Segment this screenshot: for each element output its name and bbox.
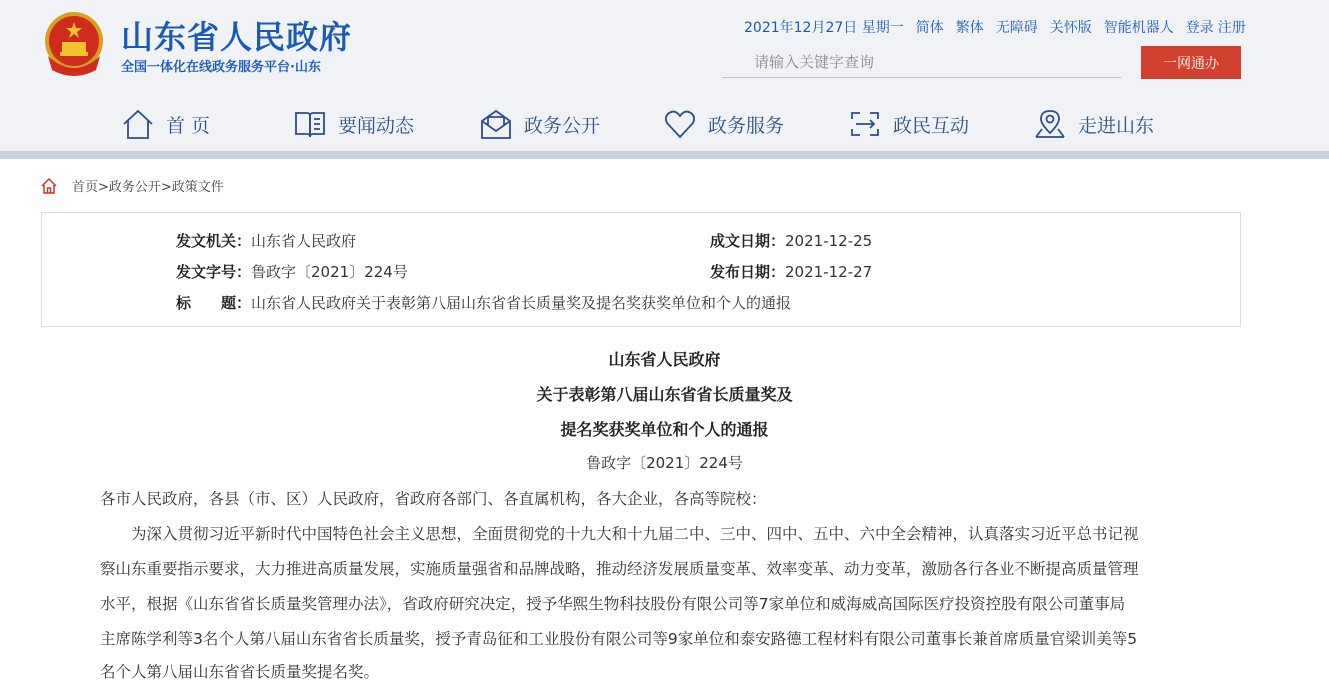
publish-row — [710, 261, 872, 282]
document-info-box — [41, 212, 1241, 327]
doc-heading-2: 关于表彰第八届山东省省长质量奖及 — [536, 385, 793, 404]
doc-body-line: 名个人第八届山东省省长质量奖提名奖。 — [100, 663, 380, 681]
doc-body-line: 主席陈学利等3名个人第八届山东省省长质量奖，授予青岛征和工业股份有限公司等9家单位和泰安路德工程材料有限公司董事长兼首席质量官梁训美等5 — [100, 630, 1138, 648]
link-care-version[interactable]: 关怀版 — [1049, 20, 1092, 36]
nav-label: 要闻动态 — [338, 114, 415, 137]
publish-value: 2021-12-27 — [785, 263, 873, 281]
doc-body-line: 水平，根据《山东省省长质量奖管理办法》，省政府研究决定，授予华熙生物科技股份有限公司等7家单位和威海威高国际医疗投资控股有限公司董事局 — [100, 595, 1126, 613]
nav-label: 政务服务 — [708, 114, 785, 137]
link-traditional[interactable]: 繁体 — [955, 20, 984, 36]
title-row — [176, 292, 791, 313]
doc-body-line: 为深入贯彻习近平新时代中国特色社会主义思想，全面贯彻党的十九大和十九届二中、三中、四中、五中、六中全会精神，认真落实习近平总书记视 — [100, 525, 1139, 543]
nav-label: 政民互动 — [893, 114, 970, 137]
doc-no-label: 发文字号： — [176, 263, 252, 281]
nav-label: 走进山东 — [1078, 114, 1155, 137]
doc-no-value: 鲁政字〔2021〕224号 — [251, 263, 408, 281]
home-icon — [121, 107, 155, 141]
search-input[interactable] — [722, 46, 1121, 78]
nav-government-affairs[interactable] — [479, 102, 600, 146]
date-text: 2021年12月27日 星期一 — [744, 20, 904, 36]
breadcrumb — [40, 176, 224, 195]
national-emblem-icon — [42, 10, 106, 76]
publish-label: 发布日期： — [710, 263, 786, 281]
nav-services[interactable] — [663, 102, 784, 146]
nav-home[interactable] — [121, 102, 210, 146]
link-accessibility[interactable]: 无障碍 — [995, 20, 1038, 36]
site-subtitle[interactable]: 全国一体化在线政务服务平台·山东 — [121, 60, 321, 75]
doc-body-line: 察山东重要指示要求，大力推进高质量发展，实施质量强省和品牌战略，推动经济发展质量变革、效率变革、动力变革，激励各行各业不断提高质量管理 — [100, 560, 1139, 578]
register-link[interactable]: 注册 — [1217, 20, 1246, 36]
issuer-row — [176, 230, 356, 251]
date-row — [710, 230, 872, 251]
date-label: 成文日期： — [710, 232, 786, 250]
heart-icon — [663, 107, 697, 141]
book-icon — [293, 107, 327, 141]
issuer-value: 山东省人民政府 — [251, 232, 357, 250]
location-icon — [1033, 107, 1067, 141]
nav-shandong[interactable] — [1033, 102, 1154, 146]
mail-icon — [479, 107, 513, 141]
nav-label: 首 页 — [166, 114, 211, 137]
date-value: 2021-12-25 — [785, 232, 873, 250]
doc-salutation: 各市人民政府，各县（市、区）人民政府，省政府各部门、各直属机构，各大企业，各高等院校： — [100, 490, 767, 508]
nav-label: 政务公开 — [524, 114, 601, 137]
link-robot[interactable]: 智能机器人 — [1103, 20, 1174, 36]
site-header — [0, 0, 1329, 153]
home-icon[interactable] — [40, 177, 58, 195]
doc-no-row — [176, 261, 408, 282]
main-nav — [0, 102, 1329, 146]
interact-icon — [848, 107, 882, 141]
doc-heading-3: 提名奖获奖单位和个人的通报 — [560, 420, 769, 439]
doc-number: 鲁政字〔2021〕224号 — [586, 454, 743, 472]
title-value: 山东省人民政府关于表彰第八届山东省省长质量奖及提名奖获奖单位和个人的通报 — [251, 294, 792, 312]
header-divider — [0, 151, 1329, 159]
top-links — [744, 17, 1246, 37]
nav-interaction[interactable] — [848, 102, 969, 146]
site-title[interactable]: 山东省人民政府 — [121, 18, 353, 56]
nav-news[interactable] — [293, 102, 414, 146]
breadcrumb-path[interactable]: 首页>政务公开>政策文件 — [72, 180, 224, 195]
login-link[interactable]: 登录 — [1185, 20, 1214, 36]
search-button[interactable]: 一网通办 — [1141, 46, 1241, 79]
link-simplified[interactable]: 简体 — [915, 20, 944, 36]
doc-heading-1: 山东省人民政府 — [608, 350, 721, 369]
title-label: 标 题： — [176, 294, 252, 312]
issuer-label: 发文机关： — [176, 232, 252, 250]
